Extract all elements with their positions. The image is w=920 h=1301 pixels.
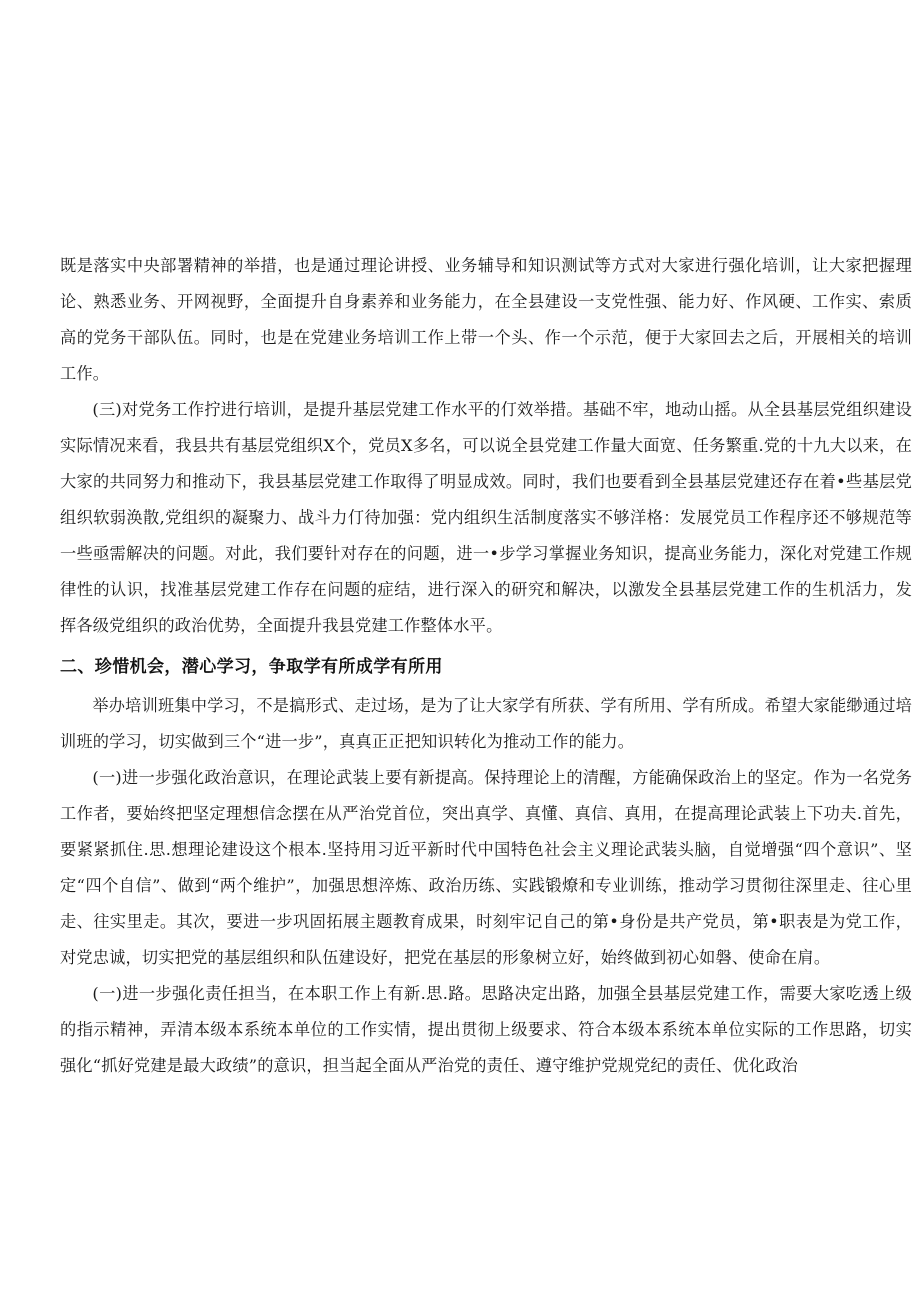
- paragraph-training-purpose: 既是落实中央部署精神的举措，也是通过理论讲授、业务辅导和知识测试等方式对大家进行强化培训，让大家把握理论、熟悉业务、开网视野，全面提升自身素养和业务能力，在全县建设一支党性强、能力好、作风硬、工作实、索质高的党务干部队伍。同时，也是在党建业务培训工作上带一个头、作一个示范，便于大家回去之后，开展相关的培训工作。: [60, 256, 912, 383]
- paragraph-section-three: (三)对党务工作拧进行培训，是提升基层党建工作水平的仃效举措。基础不牢，地动山摇。从全县基层党组织建设实际情况来看，我县共有基层党组织X个，党员X多名，可以说全县党建工作量大面宽、任务繁重.党的十九大以来，在大家的共同努力和推动下，我县基层党建工作取得了明显成效。同时，我们也要看到全县基层党建还存在着•些基层党组织软弱涣散,党组织的凝聚力、战斗力仃待加强：党内组织生活制度落实不够洋格：发展党员工作程序还不够规范等一些亟需解决的问题。对此，我们要针对存在的问题，进一•步学习掌握业务知识，提高业务能力，深化对党建工作规律性的认识，找准基层党建工作存在问题的症结，进行深入的研究和解决，以激发全县基层党建工作的生机活力，发挥各级党组织的政治优势，全面提升我县党建工作整体水平。: [60, 400, 912, 635]
- section-heading-two: 二、珍惜机会，潜心学习，争取学有所成学有所用: [60, 657, 443, 677]
- document-body: [60, 248, 912, 1084]
- paragraph-intro-study: 举办培训班集中学习，不是搞形式、走过场，是为了让大家学有所获、学有所用、学有所成。希望大家能缈通过培训班的学习，切实做到三个“进一步”，真真正正把知识转化为推动工作的能力。: [60, 696, 912, 751]
- paragraph-responsibility: (一)进一步强化责任担当，在本职工作上有新.思.路。思路决定出路，加强全县基层党建工作，需要大家吃透上级的指示精神，弄清本级本系统本单位的工作实情，提出贯彻上级要求、符合本级本系统本单位实际的工作思路，切实强化“抓好党建是最大政绩”的意识，担当起全面从严治党的责任、遵守维护党规党纪的责任、优化政治: [60, 984, 912, 1075]
- paragraph-political-awareness: (一)进一步强化政治意识，在理论武装上要有新提高。保持理论上的清醒，方能确保政治上的坚定。作为一名党务工作者，要始终把坚定理想信念摆在从严治党首位，突出真学、真懂、真信、真用，在提高理论武装上下功夫.首先，要紧紧抓住.思.想理论建设这个根本.坚持用习近平新时代中国特色社会主义理论武装头脑，自觉增强“四个意识”、坚定“四个自信”、做到“两个维护”，加强思想淬炼、政治历练、实践锻燎和专业训练，推动学习贯彻往深里走、往心里走、往实里走。其次，要进一步巩固拓展主题教育成果，时刻牢记自己的第•身份是共产党员，第•职表是为党工作，对党忠诚，切实把党的基层组织和队伍建设好，把党在基层的形象树立好，始终做到初心如磐、使命在肩。: [60, 768, 912, 967]
